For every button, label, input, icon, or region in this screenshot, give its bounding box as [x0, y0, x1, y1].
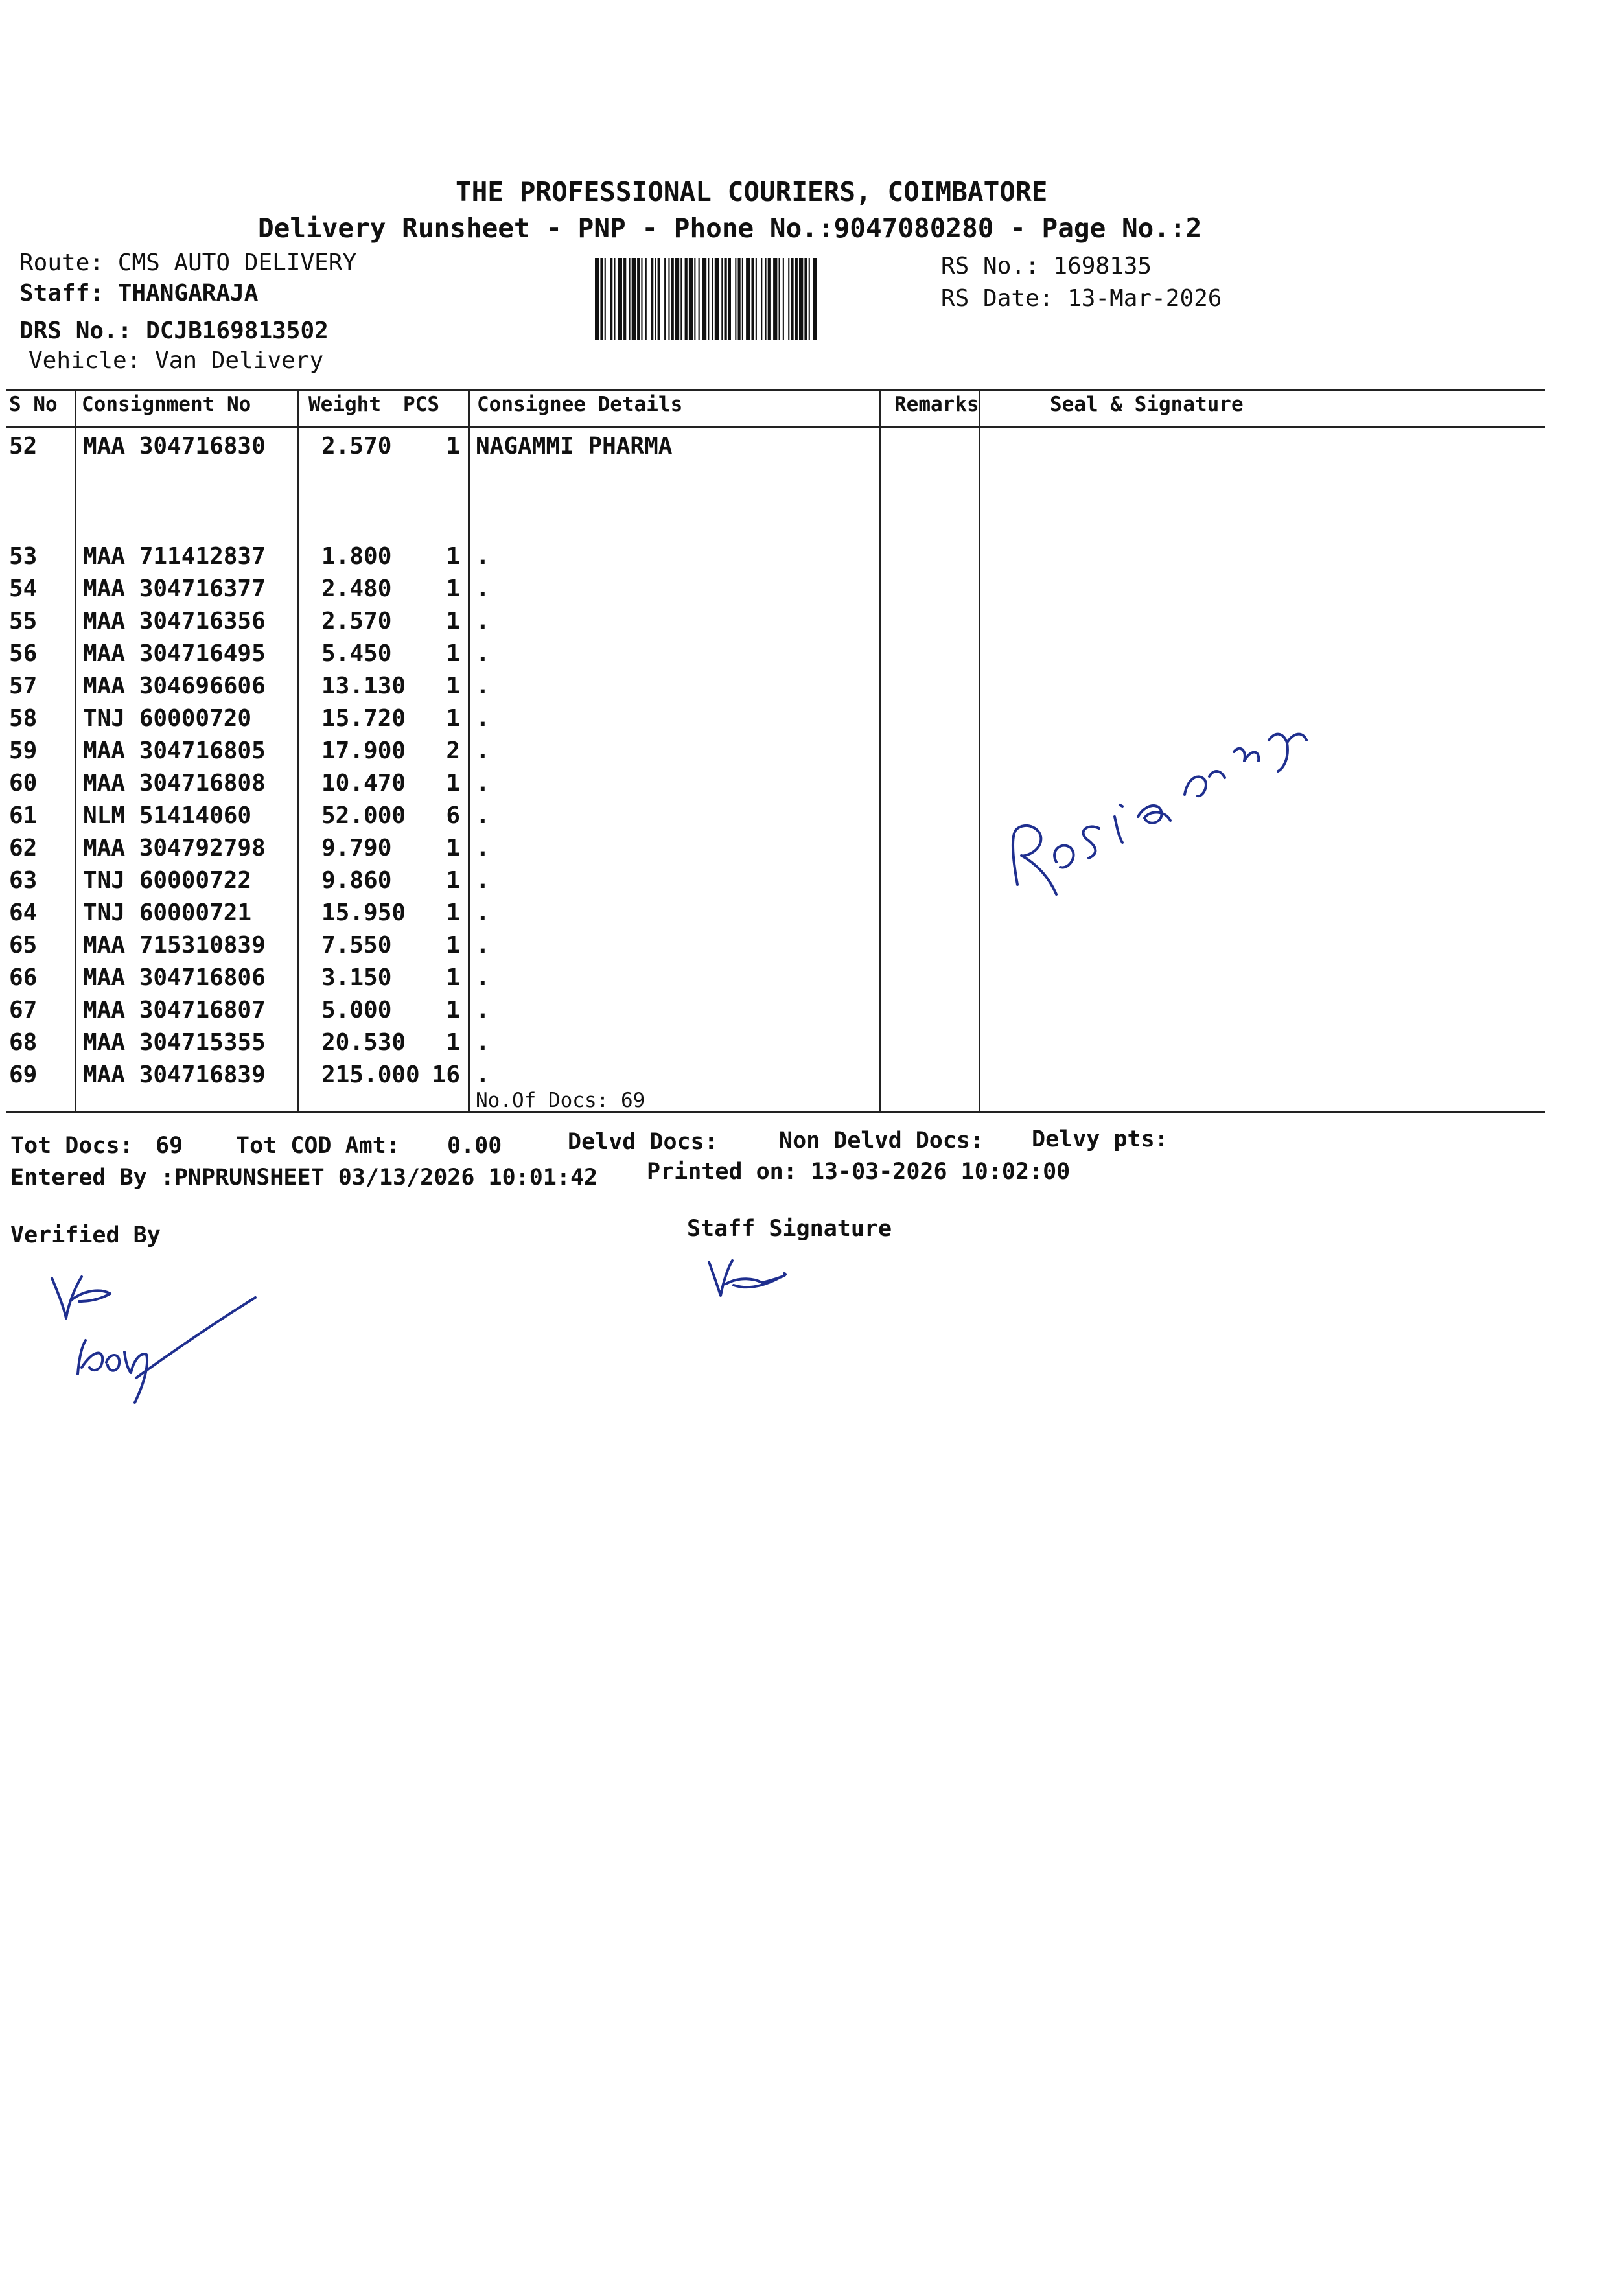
barcode-bar: [629, 258, 631, 340]
row-pcs: 1: [446, 835, 460, 861]
barcode-bar: [738, 258, 741, 340]
row-details: .: [476, 964, 490, 991]
row-consignment: TNJ 60000722: [83, 867, 252, 894]
header-consignment: Consignment No: [82, 393, 251, 416]
tot-cod-label: Tot COD Amt:: [236, 1133, 400, 1159]
row-sno: 69: [9, 1062, 38, 1088]
barcode-bar: [651, 258, 653, 340]
route-text: Route: CMS AUTO DELIVERY: [19, 250, 357, 276]
row-pcs: 2: [446, 738, 460, 764]
row-weight: 3.150: [321, 964, 392, 991]
header-seal-signature: Seal & Signature: [1050, 393, 1244, 416]
staff-label: Staff:: [19, 280, 104, 307]
staff-signature-label: Staff Signature: [687, 1216, 892, 1242]
staff-name: THANGARAJA: [117, 280, 259, 307]
barcode-bar: [721, 258, 723, 340]
col-divider: [297, 389, 299, 1112]
row-consignment: MAA 304716830: [83, 433, 266, 460]
row-consignment: TNJ 60000721: [83, 900, 252, 926]
header-remarks: Remarks: [894, 393, 979, 416]
row-details: .: [476, 867, 490, 894]
barcode-bar: [809, 258, 810, 340]
row-pcs: 1: [446, 867, 460, 894]
non-delvd-docs-label: Non Delvd Docs:: [779, 1128, 984, 1154]
row-details: .: [476, 576, 490, 602]
barcode-bar: [685, 258, 688, 340]
row-pcs: 1: [446, 433, 460, 460]
row-details: .: [476, 997, 490, 1023]
row-details: .: [476, 608, 490, 634]
table-top-rule: [6, 389, 1545, 391]
row-weight: 5.450: [321, 640, 392, 667]
row-details: .: [476, 738, 490, 764]
row-pcs: 1: [446, 964, 460, 991]
row-details: .: [476, 1029, 490, 1056]
rs-date: RS Date: 13-Mar-2026: [941, 285, 1222, 312]
row-consignment: MAA 304716495: [83, 640, 266, 667]
row-details: .: [476, 900, 490, 926]
receiver-signature: [979, 622, 1393, 927]
row-pcs: 1: [446, 640, 460, 667]
row-sno: 53: [9, 543, 38, 570]
barcode-bar: [632, 258, 636, 340]
barcode-bar: [614, 258, 615, 340]
row-consignment: MAA 715310839: [83, 932, 266, 959]
row-details: .: [476, 1062, 490, 1088]
barcode-bar: [813, 258, 817, 340]
table-header-rule: [6, 426, 1545, 428]
barcode-bar: [637, 258, 640, 340]
row-details: .: [476, 543, 490, 570]
barcode-bar: [694, 258, 695, 340]
company-title: THE PROFESSIONAL COURIERS, COIMBATORE: [456, 176, 1048, 207]
barcode-bar: [773, 258, 777, 340]
row-weight: 13.130: [321, 673, 406, 699]
row-pcs: 1: [446, 932, 460, 959]
barcode-bar: [675, 258, 679, 340]
row-pcs: 1: [446, 576, 460, 602]
staff-signature: [700, 1254, 855, 1306]
row-consignment: NLM 51414060: [83, 802, 252, 829]
row-details: NAGAMMI PHARMA: [476, 433, 673, 460]
row-weight: 215.000: [321, 1062, 420, 1088]
row-pcs: 1: [446, 770, 460, 797]
barcode-bar: [699, 258, 700, 340]
row-weight: 2.480: [321, 576, 392, 602]
row-consignment: MAA 304715355: [83, 1029, 266, 1056]
barcode-bar: [715, 258, 719, 340]
row-weight: 52.000: [321, 802, 406, 829]
barcode-bar: [752, 258, 754, 340]
barcode-bar: [595, 258, 599, 340]
row-sno: 68: [9, 1029, 38, 1056]
row-pcs: 1: [446, 608, 460, 634]
rs-number: RS No.: 1698135: [941, 253, 1152, 279]
row-sno: 52: [9, 433, 38, 460]
barcode-bar: [756, 258, 757, 340]
row-consignment: MAA 304716377: [83, 576, 266, 602]
row-details: .: [476, 802, 490, 829]
row-pcs: 1: [446, 673, 460, 699]
row-consignment: MAA 304716805: [83, 738, 266, 764]
row-details: .: [476, 770, 490, 797]
row-sno: 55: [9, 608, 38, 634]
barcode-bar: [623, 258, 626, 340]
barcode-bar: [788, 258, 789, 340]
row-sno: 63: [9, 867, 38, 894]
row-details: .: [476, 673, 490, 699]
tot-cod-value: 0.00: [447, 1133, 502, 1159]
barcode-bar: [658, 258, 660, 340]
row-sno: 64: [9, 900, 38, 926]
barcode-bar: [641, 258, 642, 340]
row-sno: 67: [9, 997, 38, 1023]
row-sno: 54: [9, 576, 38, 602]
row-pcs: 1: [446, 997, 460, 1023]
col-divider: [468, 389, 470, 1112]
barcode-bar: [702, 258, 706, 340]
barcode-bar: [791, 258, 793, 340]
row-weight: 15.720: [321, 705, 406, 732]
row-sno: 66: [9, 964, 38, 991]
header-sno: S No: [9, 393, 58, 416]
row-sno: 59: [9, 738, 38, 764]
header-weight: Weight: [308, 393, 381, 416]
tot-docs-value: 69: [156, 1133, 183, 1159]
row-consignment: MAA 304696606: [83, 673, 266, 699]
barcode-bar: [671, 258, 674, 340]
row-consignment: TNJ 60000720: [83, 705, 252, 732]
row-weight: 9.860: [321, 867, 392, 894]
row-weight: 9.790: [321, 835, 392, 861]
barcode-bar: [725, 258, 727, 340]
delvy-pts-label: Delvy pts:: [1032, 1126, 1168, 1152]
row-consignment: MAA 304716807: [83, 997, 266, 1023]
no-of-docs: No.Of Docs: 69: [476, 1089, 645, 1112]
barcode-bar: [768, 258, 771, 340]
row-sno: 57: [9, 673, 38, 699]
tot-docs-label: Tot Docs:: [10, 1133, 133, 1159]
col-divider: [75, 389, 76, 1112]
row-details: .: [476, 932, 490, 959]
row-weight: 7.550: [321, 932, 392, 959]
row-pcs: 1: [446, 1029, 460, 1056]
row-consignment: MAA 304716839: [83, 1062, 266, 1088]
row-sno: 65: [9, 932, 38, 959]
row-pcs: 1: [446, 543, 460, 570]
barcode-bar: [664, 258, 666, 340]
barcode-bar: [783, 258, 784, 340]
delvd-docs-label: Delvd Docs:: [568, 1129, 718, 1155]
barcode-bar: [765, 258, 767, 340]
printed-on: Printed on: 13-03-2026 10:02:00: [647, 1159, 1071, 1185]
row-sno: 56: [9, 640, 38, 667]
row-sno: 58: [9, 705, 38, 732]
col-divider: [879, 389, 881, 1112]
staff-row: [19, 280, 258, 307]
row-weight: 20.530: [321, 1029, 406, 1056]
document-subtitle: Delivery Runsheet - PNP - Phone No.:9047080280 - Page No.:2: [258, 213, 1202, 244]
barcode-bar: [735, 258, 736, 340]
row-weight: 17.900: [321, 738, 406, 764]
verified-by-label: Verified By: [10, 1222, 161, 1248]
row-details: .: [476, 705, 490, 732]
row-sno: 62: [9, 835, 38, 861]
barcode-bar: [804, 258, 807, 340]
header-consignee-details: Consignee Details: [477, 393, 683, 416]
header-pcs: PCS: [403, 393, 439, 416]
row-weight: 15.950: [321, 900, 406, 926]
row-consignment: MAA 304792798: [83, 835, 266, 861]
barcode-bar: [795, 258, 798, 340]
barcode-bar: [610, 258, 612, 340]
row-details: .: [476, 640, 490, 667]
barcode-bar: [742, 258, 743, 340]
barcode-bar: [761, 258, 762, 340]
row-details: .: [476, 835, 490, 861]
barcode-bar: [655, 258, 656, 340]
barcode-bar: [680, 258, 682, 340]
row-consignment: MAA 304716356: [83, 608, 266, 634]
row-weight: 2.570: [321, 608, 392, 634]
row-pcs: 1: [446, 900, 460, 926]
row-weight: 1.800: [321, 543, 392, 570]
row-sno: 61: [9, 802, 38, 829]
table-bottom-rule: [6, 1111, 1545, 1113]
barcode-bar: [708, 258, 709, 340]
row-weight: 10.470: [321, 770, 406, 797]
entered-by: Entered By :PNPRUNSHEET 03/13/2026 10:01:42: [10, 1165, 598, 1191]
barcode-bar: [746, 258, 750, 340]
vehicle-text: Vehicle: Van Delivery: [29, 347, 324, 374]
row-sno: 60: [9, 770, 38, 797]
barcode-bar: [605, 258, 606, 340]
barcode: [595, 258, 933, 340]
row-pcs: 1: [446, 705, 460, 732]
row-weight: 2.570: [321, 433, 392, 460]
barcode-bar: [799, 258, 803, 340]
barcode-bar: [689, 258, 693, 340]
barcode-bar: [618, 258, 622, 340]
barcode-bar: [712, 258, 713, 340]
row-consignment: MAA 304716808: [83, 770, 266, 797]
barcode-bar: [668, 258, 669, 340]
drs-number: DRS No.: DCJB169813502: [19, 318, 329, 344]
barcode-bar: [645, 258, 647, 340]
barcode-bar: [600, 258, 603, 340]
row-pcs: 6: [446, 802, 460, 829]
barcode-bar: [779, 258, 780, 340]
barcode-bar: [728, 258, 731, 340]
verified-by-signature: [39, 1264, 272, 1432]
row-consignment: MAA 304716806: [83, 964, 266, 991]
row-consignment: MAA 711412837: [83, 543, 266, 570]
row-weight: 5.000: [321, 997, 392, 1023]
row-pcs: 16: [432, 1062, 460, 1088]
